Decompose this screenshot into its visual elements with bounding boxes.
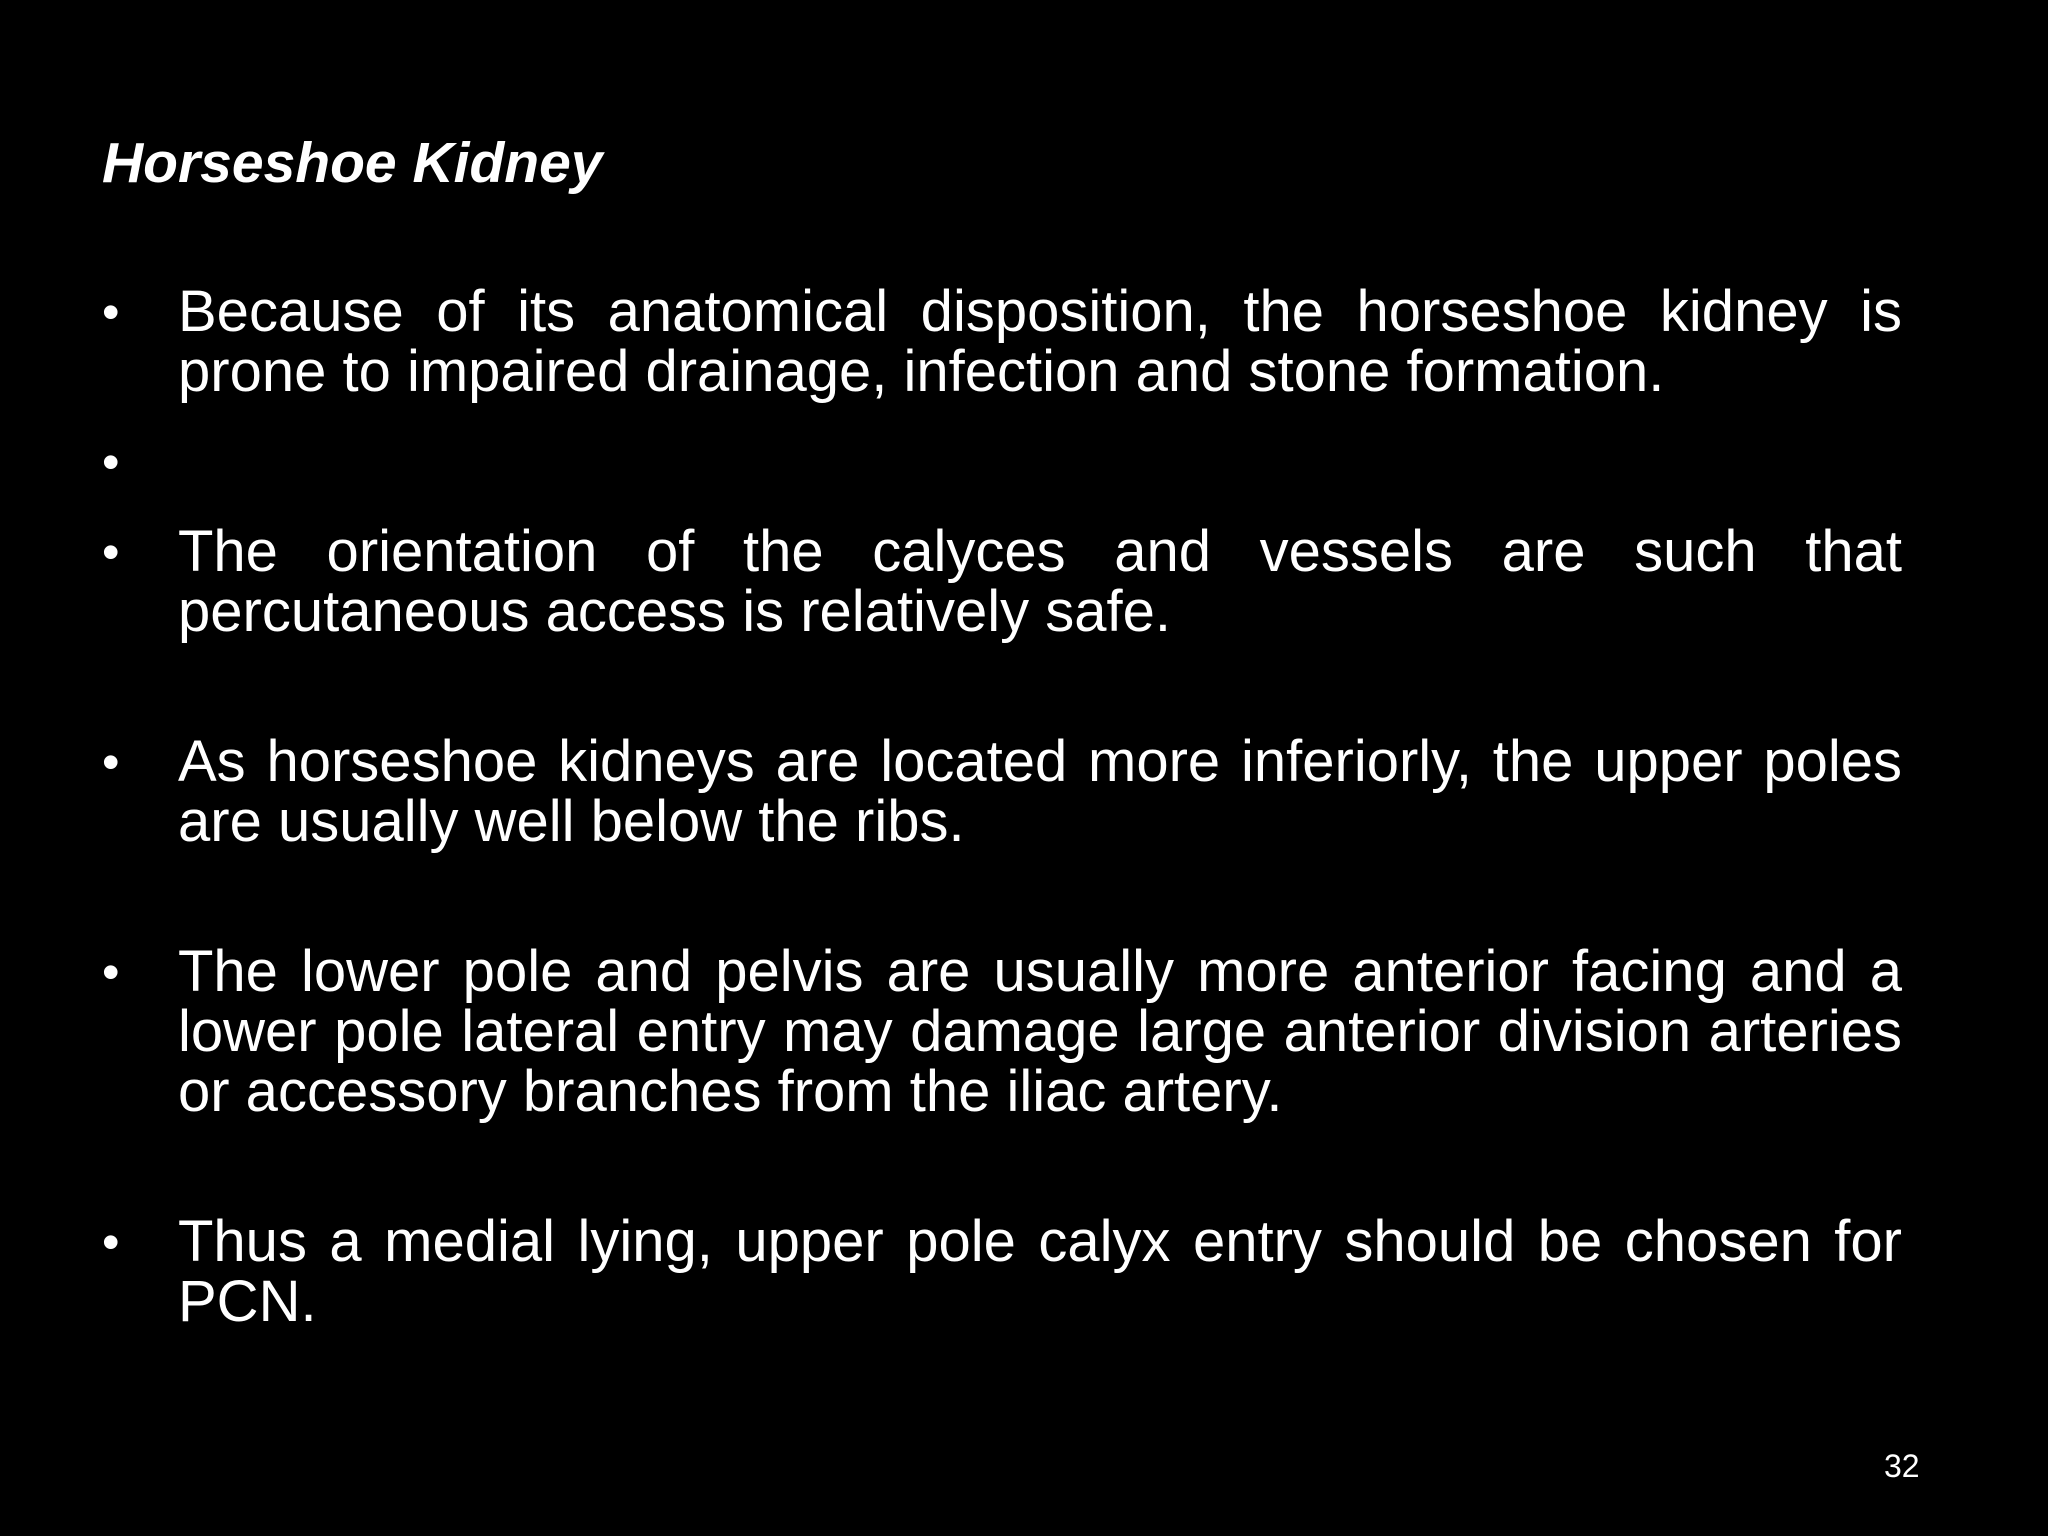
- bullet-text: The lower pole and pelvis are usually more anterior facing and a lower pole lateral entry may damage large anterior division arteries or accessory branches from the iliac artery.: [178, 939, 1902, 1124]
- bullet-item: [102, 939, 1902, 1124]
- bullet-item: [102, 519, 1902, 644]
- bullet-icon: •: [102, 734, 120, 790]
- bullet-icon: •: [102, 1214, 120, 1270]
- bullet-text: Thus a medial lying, upper pole calyx entry should be chosen for PCN.: [178, 1209, 1902, 1334]
- bullet-icon: •: [102, 944, 120, 1000]
- bullet-icon: •: [102, 524, 120, 580]
- bullet-item: [102, 729, 1902, 854]
- bullet-text: As horseshoe kidneys are located more inferiorly, the upper poles are usually well below the ribs.: [178, 729, 1902, 854]
- bullet-text: The orientation of the calyces and vessels are such that percutaneous access is relatively safe.: [178, 519, 1902, 644]
- bullet-item-empty: [102, 432, 1902, 492]
- bullet-item: [102, 279, 1902, 404]
- slide-title: Horseshoe Kidney: [102, 131, 603, 195]
- bullet-list: [102, 279, 1902, 1334]
- bullet-item: [102, 1209, 1902, 1334]
- page-number: 32: [1884, 1448, 1920, 1484]
- bullet-icon: •: [102, 284, 120, 340]
- bullet-icon: •: [102, 434, 120, 490]
- bullet-text: Because of its anatomical disposition, the horseshoe kidney is prone to impaired drainage, infection and stone formation.: [178, 279, 1902, 404]
